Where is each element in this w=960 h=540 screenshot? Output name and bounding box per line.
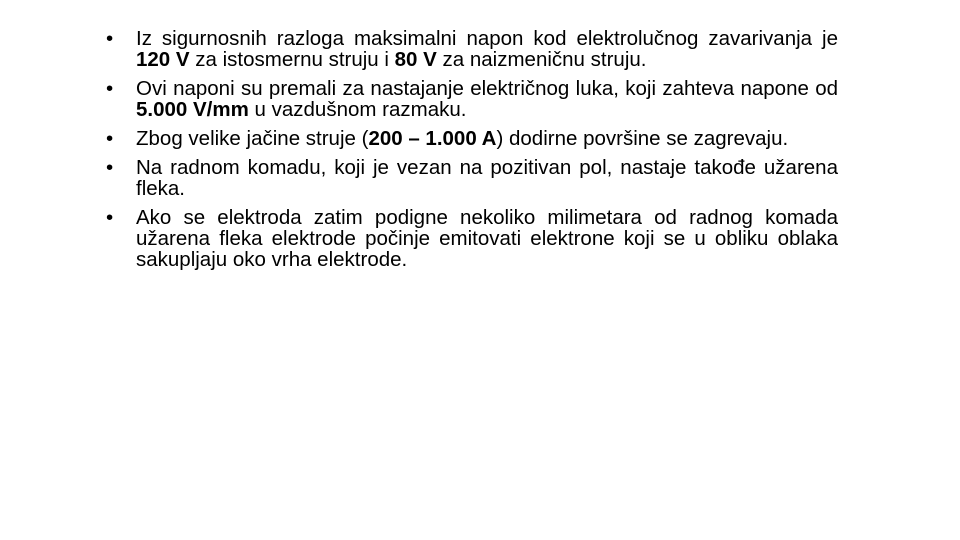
bold-text-segment: 80 V xyxy=(394,48,437,71)
bullet-item xyxy=(106,28,838,70)
text-segment: Iz sigurnosnih razloga maksimalni napon kod elektrolučnog zavarivanja je xyxy=(136,27,838,50)
bullet-item xyxy=(106,128,838,149)
text-segment: Na radnom komadu, koji je vezan na pozitivan pol, nastaje takođe užarena fleka. xyxy=(136,156,838,200)
text-segment: Zbog velike jačine struje ( xyxy=(136,127,369,150)
bullet-marker: • xyxy=(106,27,114,50)
text-segment: za istosmernu struju i xyxy=(189,48,395,71)
text-segment: Ako se elektroda zatim podigne nekoliko milimetara od radnog komada užarena fleka elektrode počinje emitovati elektrone koji se u obliku oblaka sakupljaju oko vrha elektrode. xyxy=(136,206,838,271)
bullet-marker: • xyxy=(106,77,114,100)
text-segment: u vazdušnom razmaku. xyxy=(248,98,467,121)
bullet-marker: • xyxy=(106,156,114,179)
bullet-item xyxy=(106,207,838,270)
bold-text-segment: 120 V xyxy=(136,48,190,71)
bullet-list xyxy=(106,28,838,278)
bullet-text xyxy=(136,127,788,150)
bullet-text xyxy=(136,156,838,200)
bullet-text xyxy=(136,206,838,271)
bullet-item xyxy=(106,157,838,199)
text-segment: Ovi naponi su premali za nastajanje električnog luka, koji zahteva napone od xyxy=(136,77,838,100)
text-segment: ) dodirne površine se zagrevaju. xyxy=(496,127,789,150)
bold-text-segment: 5.000 V/mm xyxy=(136,98,249,121)
bullet-text xyxy=(136,77,838,121)
bullet-marker: • xyxy=(106,127,114,150)
bullet-text xyxy=(136,27,838,71)
bold-text-segment: 200 – 1.000 A xyxy=(368,127,497,150)
bullet-marker: • xyxy=(106,206,114,229)
text-segment: za naizmeničnu struju. xyxy=(436,48,647,71)
bullet-item xyxy=(106,78,838,120)
